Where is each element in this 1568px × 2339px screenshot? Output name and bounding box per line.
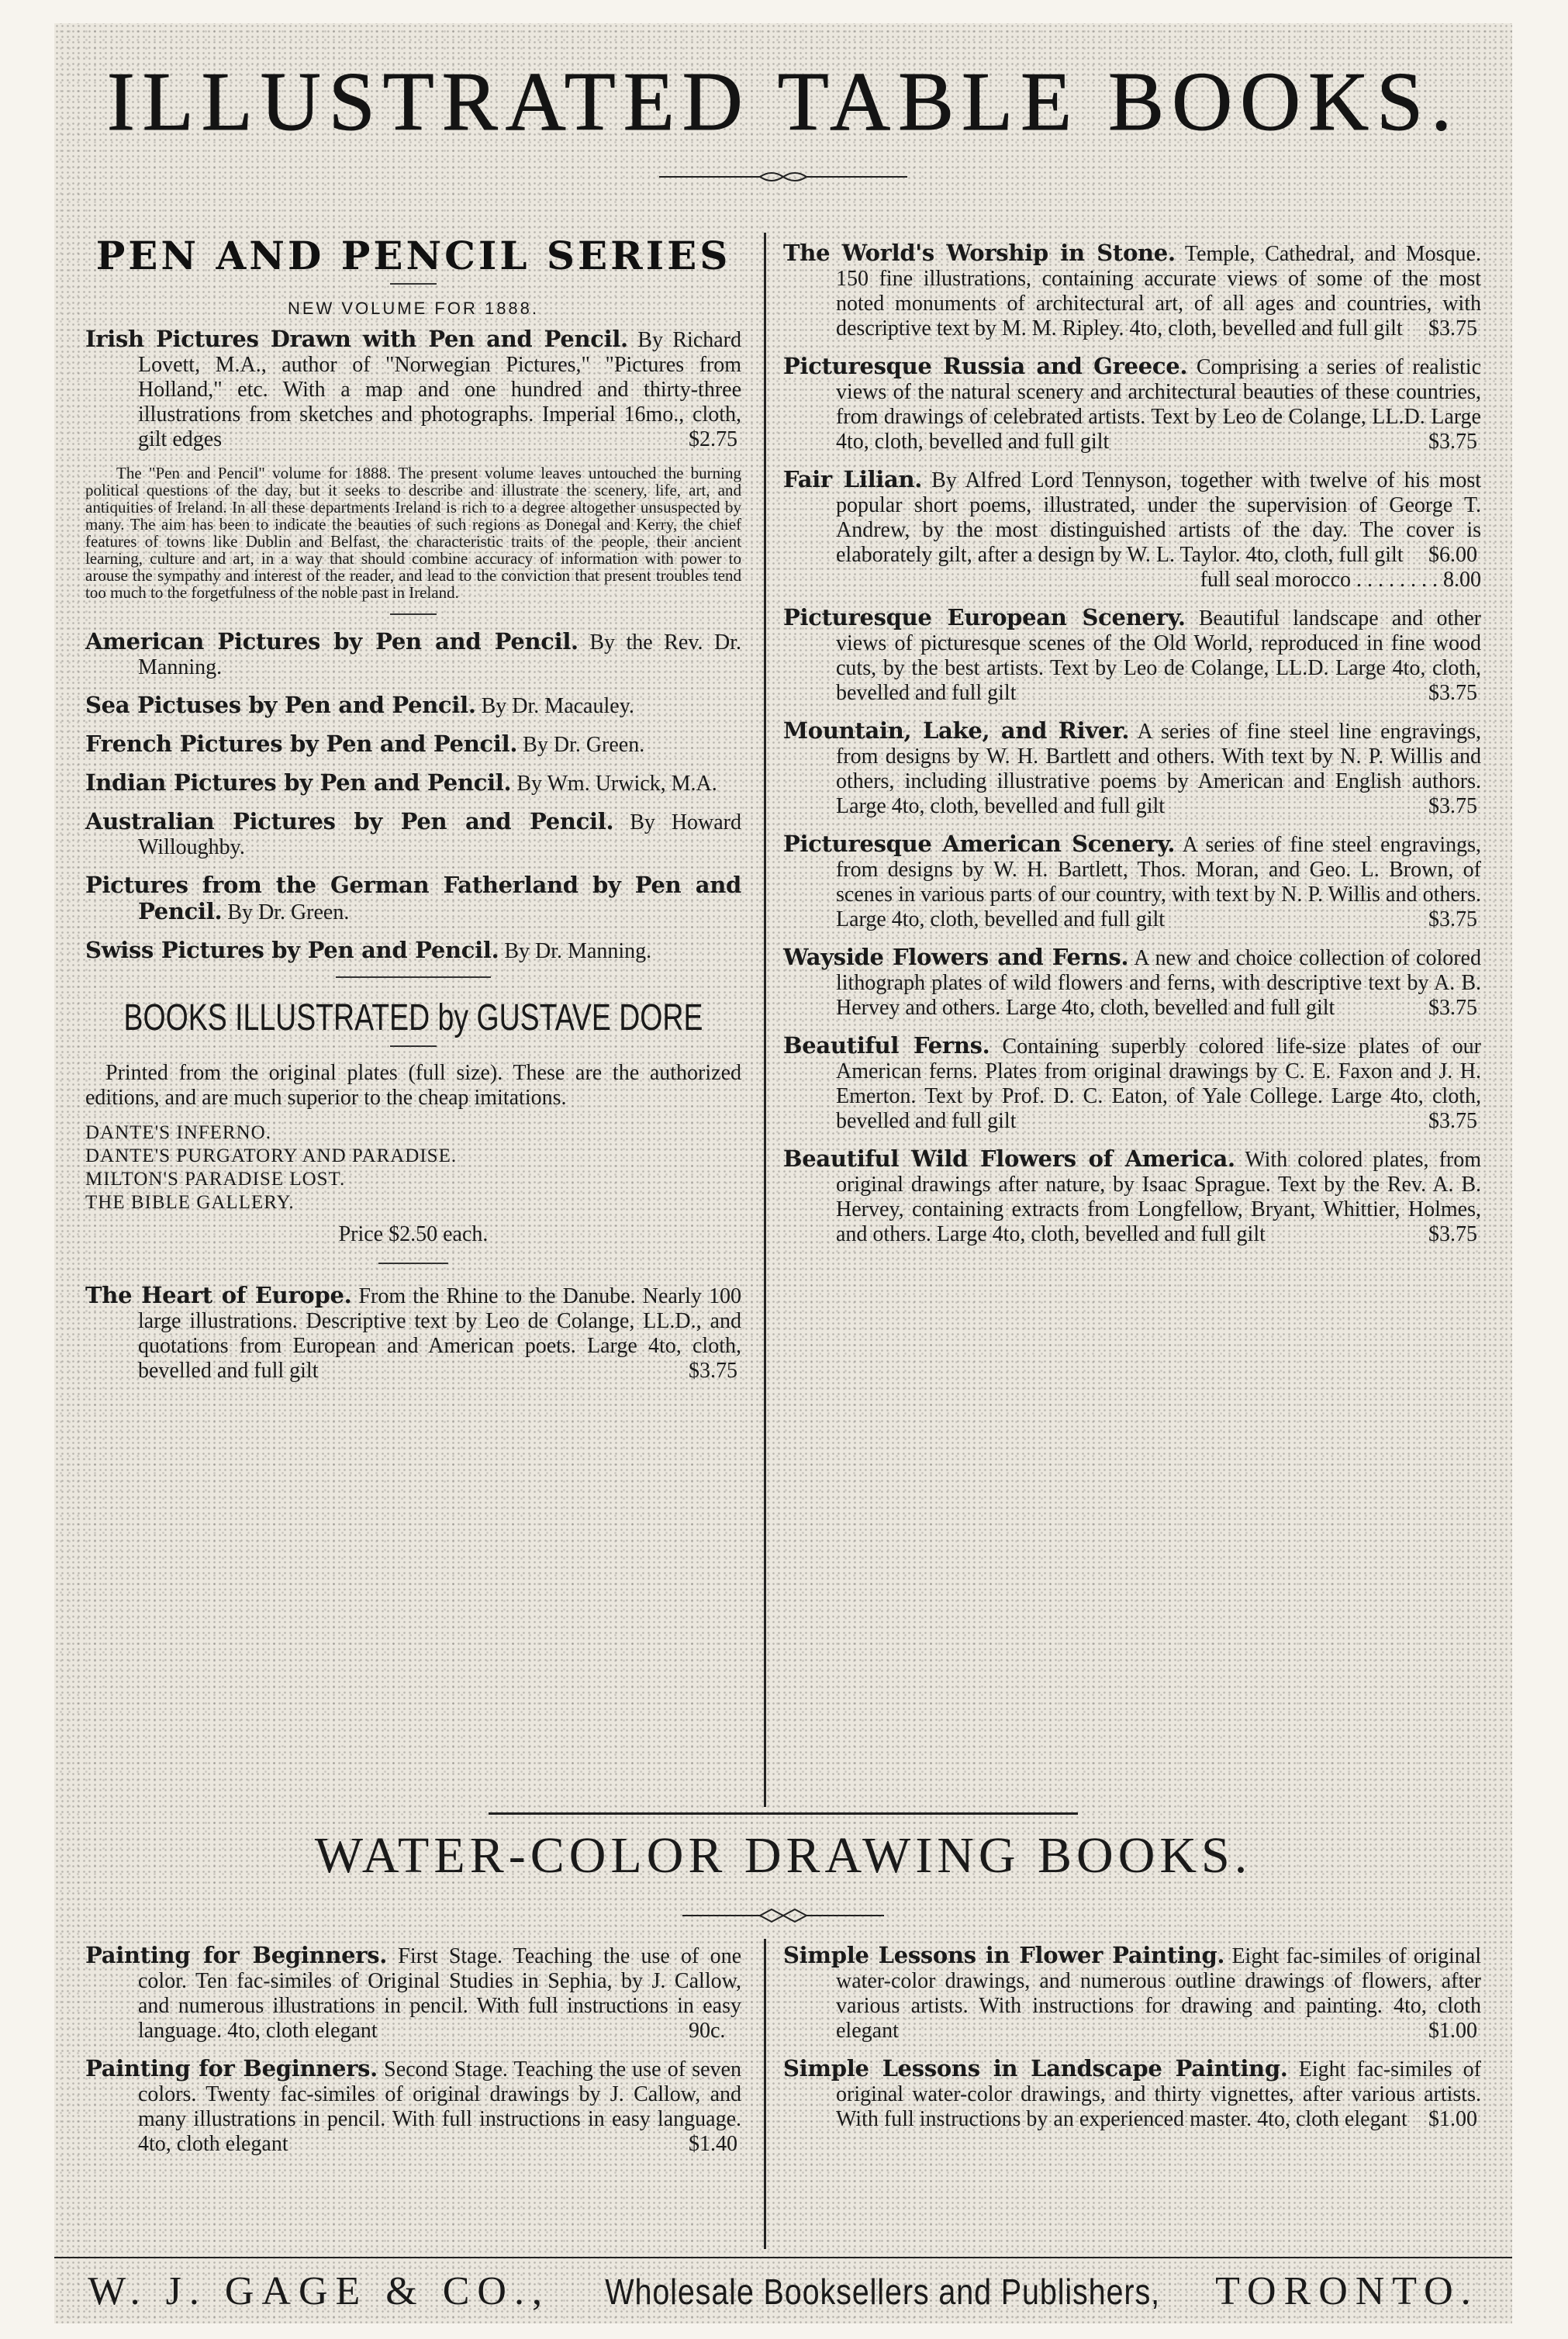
listing-wild-flowers: Beautiful Wild Flowers of America. With colored plates, from original drawings after nature, by Isaac Sprague. Text by the Rev. A. B. Hervey, containing extracts from Longfellow, Bryant, Whittier, Holmes, and others. Large 4to, cloth, bevelled and full gilt $3.75	[783, 1145, 1481, 1246]
listing-swiss-pictures	[85, 938, 741, 964]
listing-body: Comprising a series of realistic views of the natural scenery and architectural beauties of these countries, from drawings of celebrated artists. Text by Leo de Colange, LL.D. Large 4to, cloth, bevelled and full gilt	[836, 355, 1481, 454]
listing-flower-painting: Simple Lessons in Flower Painting. Eight fac-similes of original water-color drawings, and numerous outline drawings of flowers, after various artists. With instructions for drawing and painting. 4to, cloth elegant $1.00	[783, 1942, 1481, 2043]
irish-pictures-description: The "Pen and Pencil" volume for 1888. The present volume leaves untouched the burning political questions of the day, but it seeks to describe and illustrate the scenery, life, art, and antiquities of Ireland. In all these departments Ireland is rich to a degree altogether unsuspected by many. The aim has been to indicate the beauties of such regions as Donegal and Kerry, the chief features of towns like Dublin and Belfast, the characteristic traits of the people, their ancient learning, culture and art, in a way that should combine accuracy of information with power to arouse the sympathy and interest of the reader, and lead to the conviction that present troubles tend too much to the forgetfulness of the noble past in Ireland.	[85, 464, 741, 602]
listing-title: Picturesque European Scenery.	[783, 604, 1186, 631]
listing-title: Painting for Beginners.	[85, 1942, 388, 1968]
watercolor-left-column	[85, 1943, 741, 2169]
listing-title: French Pictures by Pen and Pencil.	[85, 731, 518, 757]
listing-painting-beginners-1: Painting for Beginners. First Stage. Teaching the use of one color. Ten fac-similes of Original Studies in Sephia, by J. Callow, and numerous illustrations in pencil. With full instructions in easy language. 4to, cloth elegant 90c.	[85, 1942, 742, 2043]
listing-body: With colored plates, from original drawings after nature, by Isaac Sprague. Text by the Rev. A. B. Hervey, containing extracts from Longfellow, Bryant, Whittier, Holmes, and others. Large 4to, cloth, bevelled and full gilt	[836, 1148, 1481, 1246]
listing-title: Irish Pictures Drawn with Pen and Pencil.	[85, 326, 628, 352]
listing-title: Picturesque American Scenery.	[783, 831, 1176, 857]
listing-body: A new and choice collection of colored lithograph plates of wild flowers and ferns, with descriptive text by A. B. Hervey and others. Large 4to, cloth, bevelled and full gilt	[836, 946, 1481, 1020]
listing-body: Beautiful landscape and other views of picturesque scenes of the Old World, reproduced in fine wood cuts, by the best artists. Text by Leo de Colange, LL.D. Large 4to, cloth, bevelled and full gilt	[836, 606, 1481, 705]
dore-intro: Printed from the original plates (full size). These are the authorized editions, and are much superior to the cheap imitations.	[85, 1061, 741, 1110]
listing-mountain-lake-river: Mountain, Lake, and River. A series of fine steel line engravings, from designs by W. H. Bartlett and others. With text by N. P. Willis and others, including illustrative poems by American and English authors. Large 4to, cloth, bevelled and full gilt $3.75	[783, 717, 1481, 818]
listing-sea-pictures	[85, 693, 741, 719]
divider	[390, 1045, 437, 1047]
listing-title: Indian Pictures by Pen and Pencil.	[85, 769, 512, 796]
dore-price: Price $2.50 each.	[338, 1222, 489, 1246]
listing-body: From the Rhine to the Danube. Nearly 100 large illustrations. Descriptive text by Leo de Colange, LL.D., and quotations from European and American poets. Large 4to, cloth, bevelled and full gilt	[138, 1284, 742, 1383]
listing-author: By Dr. Green.	[523, 733, 645, 757]
listing-body: Second Stage. Teaching the use of seven colors. Twenty fac-similes of original drawings by J. Callow, and many illustrations in pencil. With full instructions in easy language. 4to, cloth elegant	[138, 2057, 741, 2156]
listing-german-pictures	[85, 872, 741, 925]
publisher-city: TORONTO.	[1215, 2269, 1479, 2313]
listing-body: A series of fine steel line engravings, from designs by W. H. Bartlett and others. With text by N. P. Willis and others, including illustrative poems by American and English authors. Large 4to, cloth, bevelled and full gilt	[836, 720, 1481, 818]
listing-title: Beautiful Wild Flowers of America.	[783, 1145, 1235, 1172]
listing-author: By Howard Willoughby.	[138, 810, 742, 859]
listing-body: First Stage. Teaching the use of one color. Ten fac-similes of Original Studies in Sephia, by J. Callow, and numerous illustrations in pencil. With full instructions in easy language. 4to, cloth elegant	[138, 1944, 742, 2043]
listing-body: By Alfred Lord Tennyson, together with twelve of his most popular short poems, illustrated, under the supervision of George T. Andrew, by the most distinguished artists of the day. The cover is elaborately gilt, after a design by W. L. Taylor. 4to, cloth, full gilt	[836, 468, 1482, 567]
pen-pencil-heading: PEN AND PENCIL SERIES	[95, 233, 731, 278]
listing-heart-of-europe: The Heart of Europe. From the Rhine to the Danube. Nearly 100 large illustrations. Descriptive text by Leo de Colange, LL.D., and quotations from European and American poets. Large 4to, cloth, bevelled and full gilt $3.75	[85, 1282, 742, 1383]
listing-title: Mountain, Lake, and River.	[783, 717, 1130, 744]
listing-extra-price-line: full seal morocco . . . . . . . . 8.00	[1200, 568, 1481, 592]
dore-title-2: DANTE'S PURGATORY AND PARADISE.	[85, 1145, 458, 1166]
listing-painting-beginners-2: Painting for Beginners. Second Stage. Teaching the use of seven colors. Twenty fac-similes of original drawings by J. Callow, and many illustrations in pencil. With full instructions in easy language. 4to, cloth elegant $1.40	[85, 2055, 741, 2156]
title-ornament	[659, 169, 907, 185]
listing-body: A series of fine steel engravings, from designs by W. H. Bartlett, Thos. Moran, and Geo. L. Brown, of scenes in various parts of our country, with text by N. P. Willis and others. Large 4to, cloth, bevelled and full gilt	[836, 833, 1481, 931]
listing-title: American Pictures by Pen and Pencil.	[85, 628, 579, 655]
left-column	[85, 233, 741, 1396]
listing-title: Swiss Pictures by Pen and Pencil.	[85, 937, 499, 963]
listing-american-pictures	[85, 629, 741, 680]
listing-extra: full seal morocco	[1200, 568, 1351, 592]
dore-title-3: MILTON'S PARADISE LOST.	[85, 1169, 346, 1190]
listing-american-scenery: Picturesque American Scenery. A series of fine steel engravings, from designs by W. H. Bartlett, Thos. Moran, and Geo. L. Brown, of scenes in various parts of our country, with text by N. P. Willis and others. Large 4to, cloth, bevelled and full gilt $3.75	[783, 831, 1481, 931]
watercolor-right-column	[783, 1943, 1481, 2144]
listing-title: Australian Pictures by Pen and Pencil.	[85, 808, 614, 834]
listing-title: Fair Lilian.	[783, 466, 923, 492]
right-column	[783, 240, 1481, 1259]
divider	[390, 613, 437, 615]
listing-title: Sea Pictuses by Pen and Pencil.	[85, 692, 476, 718]
listing-body: Eight fac-similes of original water-color drawings, and thirty vignettes, after various artists. With full instructions by an experienced master. 4to, cloth elegant	[836, 2057, 1481, 2131]
column-divider-upper	[764, 233, 766, 1807]
divider	[378, 1263, 448, 1264]
listing-wayside-flowers: Wayside Flowers and Ferns. A new and choice collection of colored lithograph plates of wild flowers and ferns, with descriptive text by A. B. Hervey and others. Large 4to, cloth, bevelled and full gilt $3.75	[783, 944, 1481, 1020]
new-volume-subheading: NEW VOLUME FOR 1888.	[287, 299, 540, 318]
listing-author: By the Rev. Dr. Manning.	[138, 631, 742, 679]
advertisement-page	[54, 23, 1512, 2323]
listing-title: Picturesque Russia and Greece.	[783, 353, 1188, 379]
page-title: ILLUSTRATED TABLE BOOKS.	[106, 56, 1460, 148]
listing-author: By Dr. Manning.	[504, 939, 652, 963]
flourish-icon	[659, 169, 907, 185]
listing-french-pictures	[85, 731, 741, 758]
listing-extra-price: 8.00	[1443, 568, 1481, 592]
listing-title: Pictures from the German Fatherland by Pen and Pencil.	[85, 872, 741, 924]
listing-indian-pictures	[85, 770, 741, 796]
listing-worlds-worship: The World's Worship in Stone. Temple, Cathedral, and Mosque. 150 fine illustrations, containing accurate views of some of the most noted monuments of architectural art, of all ages and countries, with descriptive text by M. M. Ripley. 4to, cloth, bevelled and full gilt $3.75	[783, 240, 1481, 340]
listing-title: Simple Lessons in Flower Painting.	[783, 1942, 1225, 1968]
section-divider	[489, 1812, 1078, 1815]
listing-title: The World's Worship in Stone.	[783, 240, 1176, 266]
listing-title: Simple Lessons in Landscape Painting.	[783, 2055, 1288, 2082]
listing-title: Painting for Beginners.	[85, 2055, 378, 2082]
footer	[54, 2268, 1512, 2314]
listing-body: Eight fac-similes of original water-color drawings, and numerous outline drawings of flowers, after various artists. With instructions for drawing and painting. 4to, cloth elegant	[836, 1944, 1481, 2043]
listing-fair-lilian: Fair Lilian. By Alfred Lord Tennyson, together with twelve of his most popular short poems, illustrated, under the supervision of George T. Andrew, by the most distinguished artists of the day. The cover is elaborately gilt, after a design by W. L. Taylor. 4to, cloth, full gilt $6.00 full seal morocco . . . . . . . . 8.00	[783, 466, 1482, 592]
publisher-role: Wholesale Booksellers and Publishers,	[605, 2272, 1160, 2312]
listing-european-scenery: Picturesque European Scenery. Beautiful landscape and other views of picturesque scenes of the Old World, reproduced in fine wood cuts, by the best artists. Text by Leo de Colange, LL.D. Large 4to, cloth, bevelled and full gilt $3.75	[783, 604, 1481, 705]
publisher-name: W. J. GAGE & CO.,	[88, 2269, 550, 2313]
listing-title: Beautiful Ferns.	[783, 1032, 990, 1059]
listing-australian-pictures	[85, 809, 741, 860]
listing-title: The Heart of Europe.	[85, 1282, 352, 1308]
dore-title-4: THE BIBLE GALLERY.	[85, 1192, 295, 1213]
listing-body: Containing superbly colored life-size plates of our American ferns. Plates from original drawings by C. E. Faxon and J. H. Emerton. Text by Prof. D. C. Eaton, of Yale College. Large 4to, cloth, bevelled and full gilt	[836, 1035, 1482, 1133]
listing-title: Wayside Flowers and Ferns.	[783, 944, 1129, 970]
listing-author: By Dr. Green.	[227, 900, 350, 924]
listing-author: By Wm. Urwick, M.A.	[516, 772, 717, 796]
listing-irish-pictures: Irish Pictures Drawn with Pen and Pencil. By Richard Lovett, M.A., author of "Norwegian Pictures," "Pictures from Holland," etc. With a map and one hundred and thirty-three illustrations from sketches and photographs. Imperial 16mo., cloth, gilt edges $2.75	[85, 326, 742, 451]
divider	[390, 283, 437, 285]
flourish-icon	[682, 1908, 884, 1923]
listing-body: By Richard Lovett, M.A., author of "Norwegian Pictures," "Pictures from Holland," etc. With a map and one hundred and thirty-three illustrations from sketches and photographs. Imperial 16mo., cloth, gilt edges	[138, 328, 742, 451]
footer-divider	[54, 2257, 1512, 2258]
listing-russia-greece: Picturesque Russia and Greece. Comprising a series of realistic views of the natural scenery and architectural beauties of these countries, from drawings of celebrated artists. Text by Leo de Colange, LL.D. Large 4to, cloth, bevelled and full gilt $3.75	[783, 353, 1481, 454]
dore-heading: BOOKS ILLUSTRATED by GUSTAVE DORE	[123, 997, 703, 1038]
listing-beautiful-ferns: Beautiful Ferns. Containing superbly colored life-size plates of our American ferns. Plates from original drawings by C. E. Faxon and J. H. Emerton. Text by Prof. D. C. Eaton, of Yale College. Large 4to, cloth, bevelled and full gilt $3.75	[783, 1032, 1482, 1133]
divider	[336, 976, 491, 978]
column-divider-lower	[764, 1939, 766, 2249]
listing-landscape-painting: Simple Lessons in Landscape Painting. Eight fac-similes of original water-color drawings, and thirty vignettes, after various artists. With full instructions by an experienced master. 4to, cloth elegant $1.00	[783, 2055, 1481, 2131]
watercolor-heading: WATER-COLOR DRAWING BOOKS.	[314, 1827, 1252, 1884]
watercolor-ornament	[682, 1908, 884, 1923]
dore-title-1: DANTE'S INFERNO.	[85, 1122, 271, 1143]
listing-body: Temple, Cathedral, and Mosque. 150 fine illustrations, containing accurate views of some of the most noted monuments of architectural art, of all ages and countries, with descriptive text by M. M. Ripley. 4to, cloth, bevelled and full gilt	[836, 242, 1481, 340]
listing-author: By Dr. Macauley.	[481, 694, 634, 718]
